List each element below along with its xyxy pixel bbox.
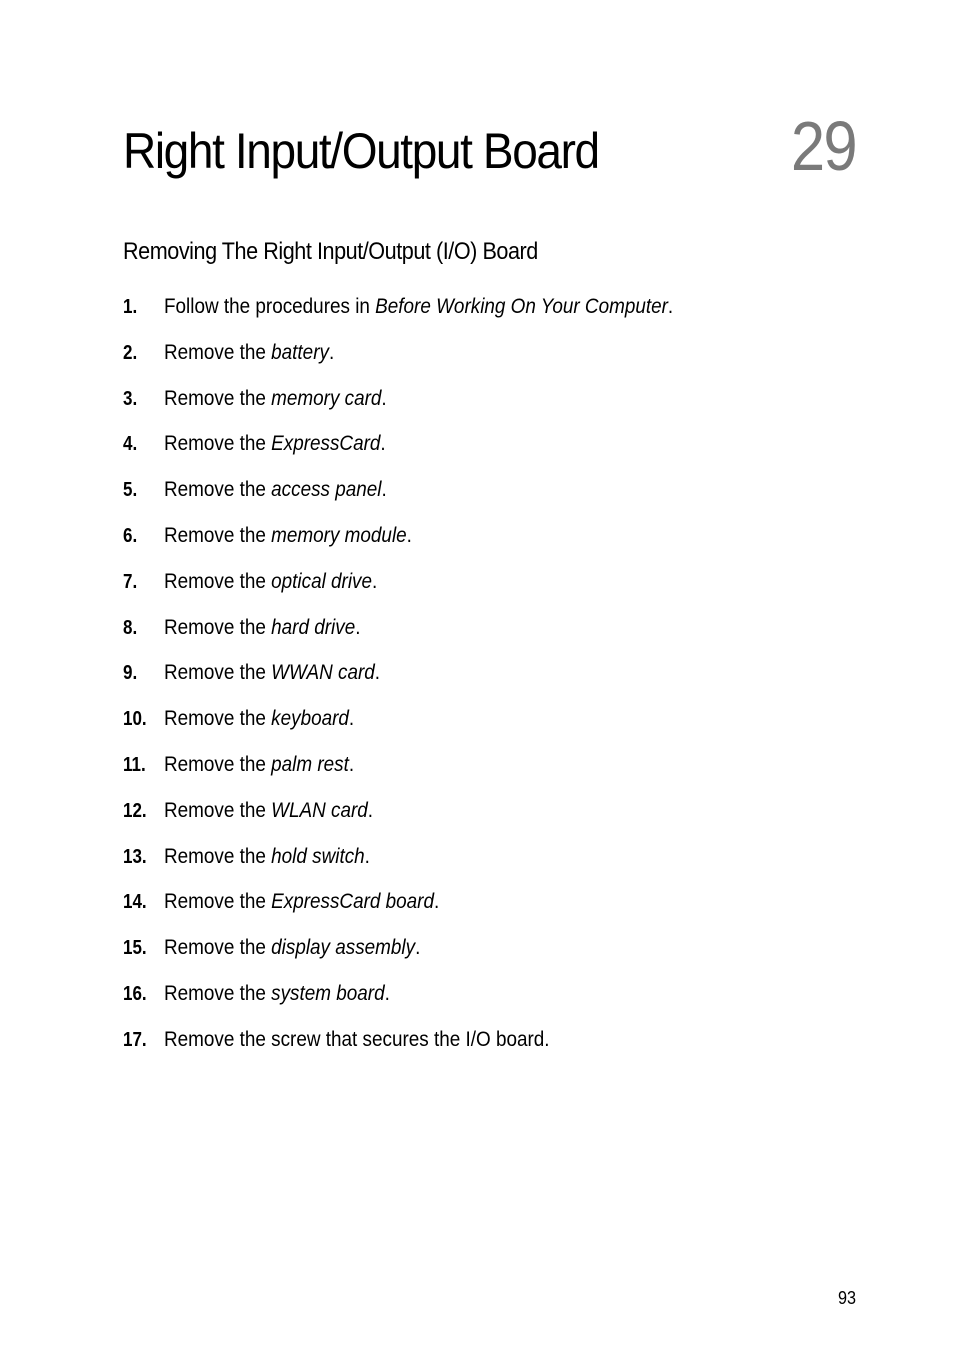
step-link[interactable]: battery [271, 340, 329, 364]
step-prefix: Remove the [164, 661, 272, 685]
step-text [164, 568, 377, 596]
step-text [164, 1026, 550, 1054]
step-suffix: . [348, 707, 355, 731]
step-text [164, 705, 354, 733]
step-text [164, 751, 354, 779]
step-number: 3. [123, 387, 138, 410]
step-link[interactable]: system board [271, 981, 385, 1005]
step-prefix: Remove the [164, 523, 272, 547]
step-text [164, 797, 373, 825]
step-suffix: . [348, 752, 355, 776]
step-number: 7. [123, 570, 138, 593]
step-prefix: Remove the [164, 844, 272, 868]
step-link[interactable]: optical drive [271, 569, 373, 593]
step-prefix: Remove the screw that secures the I/O board. [164, 1027, 550, 1051]
step-suffix: . [667, 295, 674, 318]
step-link[interactable]: WWAN card [271, 661, 375, 685]
step-link[interactable]: memory card [271, 386, 382, 410]
step-prefix: Remove the [164, 707, 272, 731]
step-prefix: Remove the [164, 615, 272, 639]
step-suffix: . [372, 569, 378, 593]
step-link[interactable]: WLAN card [271, 798, 368, 822]
step-link[interactable]: keyboard [271, 707, 349, 731]
step-number: 1. [123, 296, 138, 318]
step-number: 17. [123, 1028, 147, 1051]
step-number: 14. [123, 891, 147, 914]
step-text [164, 522, 412, 550]
step-prefix: Remove the [164, 569, 272, 593]
step-text [164, 659, 380, 687]
step-suffix: . [381, 386, 387, 410]
step-suffix: . [355, 615, 361, 639]
step-prefix: Follow the procedures in [164, 295, 376, 318]
step-prefix: Remove the [164, 340, 272, 364]
step-text [164, 614, 360, 642]
step-number: 11. [123, 753, 146, 776]
step-text [164, 430, 386, 458]
step-text [164, 339, 334, 367]
step-prefix: Remove the [164, 890, 272, 914]
step-number: 12. [123, 799, 147, 822]
step-suffix: . [415, 936, 421, 960]
section-heading: Removing The Right Input/Output (I/O) Board [123, 238, 538, 265]
step-suffix: . [367, 798, 374, 822]
step-number: 16. [123, 982, 147, 1005]
step-suffix: . [374, 661, 381, 685]
step-suffix: . [433, 890, 440, 914]
step-text [164, 843, 370, 871]
step-suffix: . [384, 981, 390, 1005]
step-number: 4. [123, 433, 138, 456]
step-link[interactable]: palm rest [271, 752, 349, 776]
chapter-number: 29 [790, 107, 856, 185]
step-prefix: Remove the [164, 432, 272, 456]
page-number: 93 [837, 1288, 856, 1308]
step-suffix: . [364, 844, 370, 868]
step-number: 9. [123, 662, 138, 685]
step-text [164, 934, 420, 962]
step-link[interactable]: hard drive [271, 615, 356, 639]
step-prefix: Remove the [164, 936, 272, 960]
step-text [164, 293, 673, 321]
step-number: 5. [123, 479, 138, 502]
step-link[interactable]: Before Working On Your Computer [375, 295, 668, 318]
step-prefix: Remove the [164, 478, 272, 502]
step-prefix: Remove the [164, 752, 272, 776]
step-number: 6. [123, 524, 138, 547]
step-number: 2. [123, 341, 138, 364]
step-suffix: . [381, 478, 387, 502]
step-number: 13. [123, 845, 147, 868]
step-suffix: . [328, 340, 335, 364]
step-number: 15. [123, 937, 147, 960]
step-number: 10. [123, 708, 147, 731]
step-link[interactable]: display assembly [271, 936, 416, 960]
step-link[interactable]: ExpressCard board [271, 890, 434, 914]
step-prefix: Remove the [164, 981, 272, 1005]
step-text [164, 476, 387, 504]
chapter-title: Right Input/Output Board [123, 123, 599, 179]
step-suffix: . [380, 432, 386, 456]
step-link[interactable]: ExpressCard [271, 432, 381, 456]
step-link[interactable]: memory module [271, 523, 407, 547]
step-suffix: . [406, 523, 412, 547]
step-link[interactable]: hold switch [271, 844, 365, 868]
step-text [164, 980, 390, 1008]
step-prefix: Remove the [164, 798, 272, 822]
step-text [164, 385, 387, 413]
step-number: 8. [123, 616, 138, 639]
step-prefix: Remove the [164, 386, 272, 410]
step-link[interactable]: access panel [271, 478, 382, 502]
step-text [164, 888, 439, 916]
